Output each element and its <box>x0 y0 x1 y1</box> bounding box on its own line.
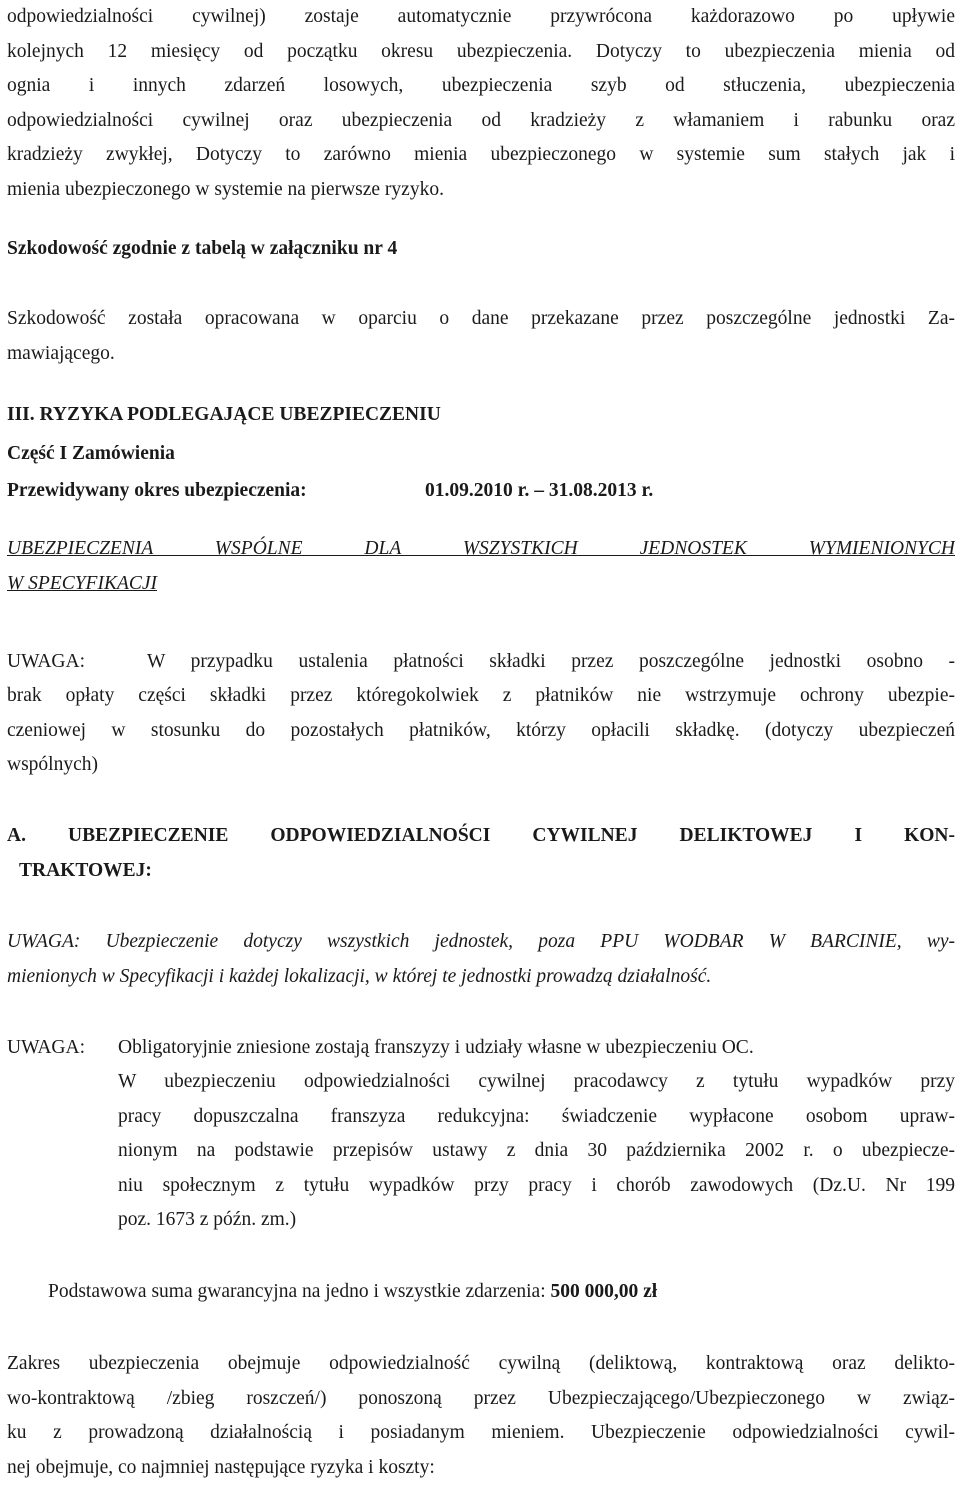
scope-line: wo-kontraktową /zbieg roszczeń/) ponoszoną przez Ubezpieczającego/Ubezpieczonego w związ- <box>7 1387 955 1409</box>
guarantee-sum <box>48 1275 657 1309</box>
note-italic-label: UWAGA: <box>7 931 81 952</box>
intro-line: mienia ubezpieczonego w systemie na pierwsze ryzyko. <box>7 178 444 200</box>
claims-line: mawiającego. <box>7 342 115 364</box>
period-value: 01.09.2010 r. – 31.08.2013 r. <box>425 480 654 501</box>
note-first-line: Obligatoryjnie zniesione zostają franszyzy i udziały własne w ubezpieczeniu OC. <box>118 1037 754 1058</box>
guarantee-sum-value: 500 000,00 zł <box>550 1281 658 1302</box>
part-heading: Część I Zamówienia <box>7 443 175 464</box>
section-title: III. RYZYKA PODLEGAJĄCE UBEZPIECZENIU <box>7 404 441 425</box>
section-a-line: TRAKTOWEJ: <box>19 859 152 881</box>
claims-line: Szkodowość została opracowana w oparciu o dane przekazane przez poszczególne jednostki Za- <box>7 308 955 329</box>
note-italic-line <box>7 925 955 960</box>
intro-line: kolejnych 12 miesięcy od początku okresu ubezpieczenia. Dotyczy to ubezpieczenia mienia od <box>7 40 955 62</box>
note-indented-line: niu społecznym z tytułu wypadków przy pracy i chorób zawodowych (Dz.U. Nr 199 <box>118 1174 955 1196</box>
intro-line: kradzieży zwykłej, Dotyczy to zarówno mienia ubezpieczonego w systemie sum stałych jak i <box>7 144 955 165</box>
intro-line: odpowiedzialności cywilnej) zostaje automatycznie przywrócona każdorazowo po upływie <box>7 6 955 27</box>
note-indented-line: W ubezpieczeniu odpowiedzialności cywilnej pracodawcy z tytułu wypadków przy <box>118 1071 955 1092</box>
note-label: UWAGA: <box>7 651 85 672</box>
scope-line: ku z prowadzoną działalnością i posiadanym mieniem. Ubezpieczenie odpowiedzialności cywil- <box>7 1422 955 1443</box>
note-line: wspólnych) <box>7 754 98 775</box>
period-label: Przewidywany okres ubezpieczenia: <box>7 480 307 501</box>
guarantee-sum-label: Podstawowa suma gwarancyjna na jedno i wszystkie zdarzenia: <box>48 1281 551 1302</box>
note-indented-line: nionym na podstawie przepisów ustawy z dnia 30 października 2002 r. o ubezpiecze- <box>118 1140 955 1161</box>
note-first-line: W przypadku ustalenia płatności składki przez poszczególne jednostki osobno - <box>147 651 955 672</box>
note-paragraph <box>7 679 955 783</box>
scope-paragraph <box>7 1347 955 1485</box>
intro-line: ognia i innych zdarzeń losowych, ubezpieczenia szyb od stłuczenia, ubezpieczenia <box>7 75 955 96</box>
claims-heading: Szkodowość zgodnie z tabelą w załączniku nr 4 <box>7 238 398 259</box>
note-italic-line: mienionych w Specyfikacji i każdej lokalizacji, w której te jednostki prowadzą działalność. <box>7 965 712 987</box>
note-italic-text: Ubezpieczenie dotyczy wszystkich jednostek, poza PPU WODBAR W BARCINIE, wy- <box>80 931 955 952</box>
common-heading-line: UBEZPIECZENIA WSPÓLNE DLA WSZYSTKICH JEDNOSTEK WYMIENIONYCH <box>7 538 955 559</box>
scope-line: nej obejmuje, co najmniej następujące ryzyka i koszty: <box>7 1456 435 1478</box>
note-line: brak opłaty części składki przez któregokolwiek z płatników nie wstrzymuje ochrony ubezpie- <box>7 685 955 706</box>
note-indented-paragraph <box>118 1065 955 1238</box>
common-heading-line: W SPECYFIKACJI <box>7 572 158 594</box>
claims-paragraph <box>7 302 955 371</box>
intro-line: odpowiedzialności cywilnej oraz ubezpieczenia od kradzieży z włamaniem i rabunku oraz <box>7 109 955 131</box>
note-indented-line: pracy dopuszczalna franszyza redukcyjna: świadczenie wypłacone osobom upraw- <box>118 1105 955 1127</box>
section-a-heading <box>7 819 955 888</box>
section-a-line: A. UBEZPIECZENIE ODPOWIEDZIALNOŚCI CYWILNEJ DELIKTOWEJ I KON- <box>7 825 955 846</box>
note-italic-paragraph <box>7 925 955 994</box>
note-indented-line: poz. 1673 z późn. zm.) <box>118 1209 297 1230</box>
common-insurance-heading <box>7 532 955 601</box>
intro-paragraph <box>7 0 955 207</box>
note-label: UWAGA: <box>7 1037 85 1058</box>
scope-line: Zakres ubezpieczenia obejmuje odpowiedzialność cywilną (deliktową, kontraktową oraz delikto- <box>7 1353 955 1374</box>
note-line: czeniowej w stosunku do pozostałych płatników, którzy opłacili składkę. (dotyczy ubezpieczeń <box>7 719 955 741</box>
